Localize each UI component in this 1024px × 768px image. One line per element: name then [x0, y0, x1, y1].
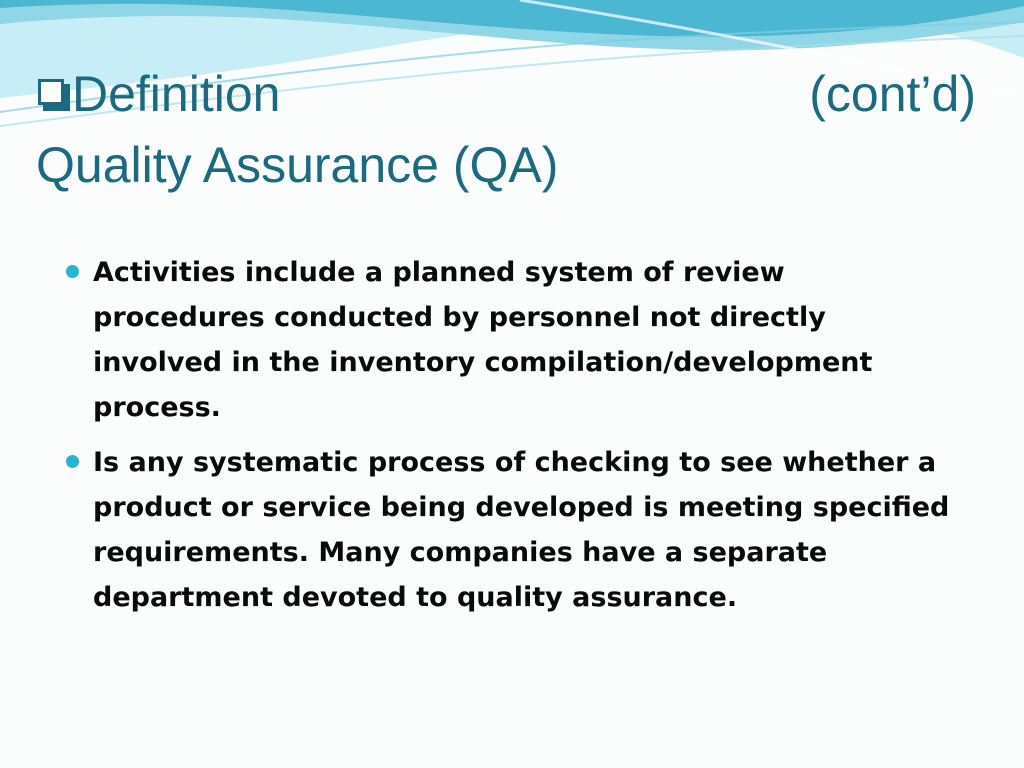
bullet-text: Activities include a planned system of review procedures conducted by personnel not directly involved in the inventory compilation/development process.: [93, 257, 873, 423]
checkbox-icon: [36, 77, 70, 111]
slide-title: [36, 62, 976, 197]
bullet-item: [62, 440, 962, 620]
bullet-item: [62, 250, 962, 430]
title-suffix: (cont’d): [809, 65, 976, 122]
bullet-icon: [66, 265, 79, 278]
bullet-list: [62, 250, 962, 630]
title-row: [36, 62, 976, 126]
title-text: Definition: [72, 65, 281, 122]
bullet-text: Is any systematic process of checking to see whether a product or service being developed is meeting specified requirements. Many companies have a separate department devoted to quality assurance.: [93, 447, 950, 613]
subtitle: Quality Assurance (QA): [36, 137, 559, 193]
bullet-icon: [66, 455, 79, 468]
